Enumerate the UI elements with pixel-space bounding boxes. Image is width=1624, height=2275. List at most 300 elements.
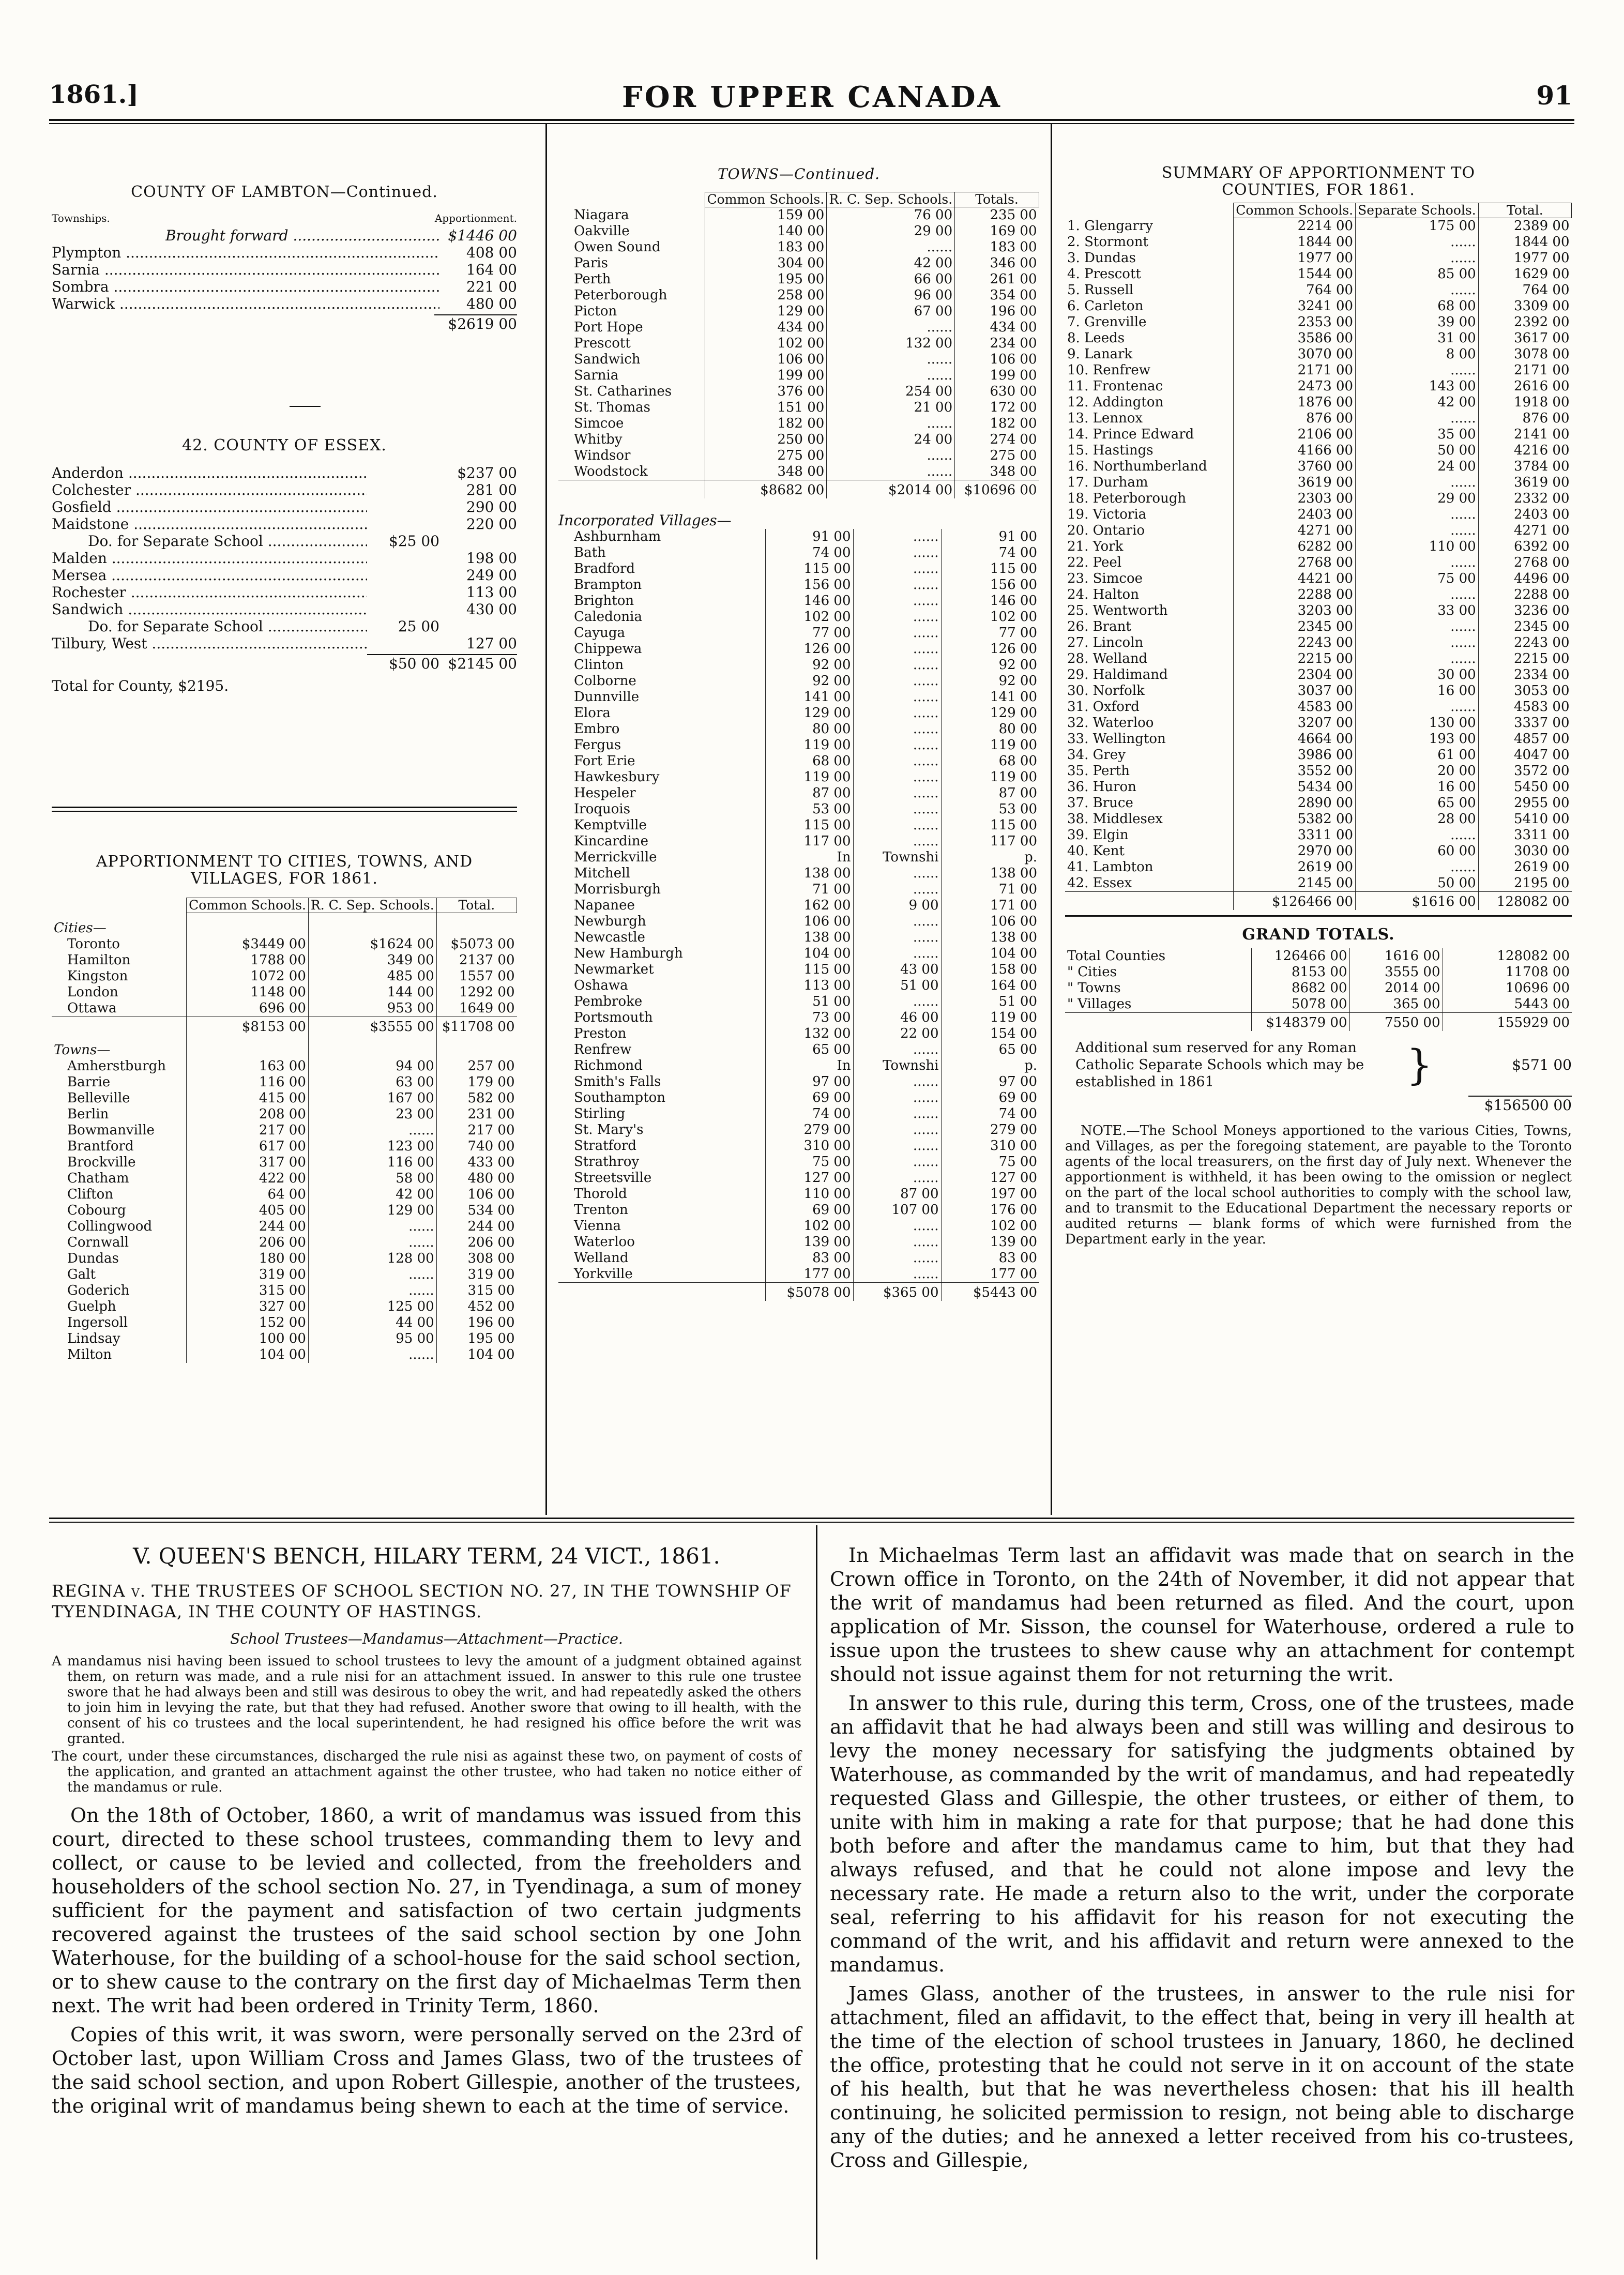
table-row: [1065, 667, 1572, 683]
row-label: Waterloo: [574, 1234, 635, 1250]
row-value: ......: [827, 352, 955, 368]
paragraph-2: Copies of this writ, it was sworn, were personally served on the 23rd of October last, upon William Cross and James Glass, two of the trustees of the said school section, and upon Robert Gillespie, another of the trustees, the original writ of mandamus being shewn to each at the time of service.: [52, 2023, 801, 2117]
table-row: [558, 609, 1039, 625]
row-value: 764 00: [1478, 282, 1571, 298]
case-topic: School Trustees—Mandamus—Attachment—Practice.: [230, 1630, 623, 1647]
row-value: 2768 00: [1478, 555, 1571, 571]
col-total: Total.: [1478, 203, 1571, 218]
row-label: Streetsville: [574, 1170, 652, 1186]
row-value: 2345 00: [1234, 619, 1356, 635]
total-value: 128082 00: [1478, 892, 1571, 911]
list-item: [52, 635, 517, 652]
row-value: ......: [853, 1154, 941, 1170]
row-value: 83 00: [765, 1250, 853, 1266]
lambton-col-apportionment: Apportionment.: [434, 212, 517, 224]
table-row: [558, 1058, 1039, 1074]
list-item: [52, 261, 517, 278]
row-label: " Towns: [1067, 980, 1121, 996]
row-label: Southampton: [574, 1090, 666, 1105]
row-label: 33. Wellington: [1067, 731, 1166, 747]
row-value: 3986 00: [1234, 747, 1356, 763]
row-label: Dundas: [67, 1250, 119, 1266]
row-value: ......: [1356, 635, 1479, 651]
col-total: Total.: [436, 898, 517, 913]
row-label: Pembroke: [574, 994, 643, 1009]
row-value: ......: [1356, 411, 1479, 427]
group-label: Cities—: [54, 920, 107, 936]
towns-continued-table: [558, 192, 1039, 498]
table-row: [52, 1219, 517, 1235]
total-value: $148379 00: [1251, 1013, 1349, 1032]
row-label: 37. Bruce: [1067, 795, 1133, 811]
row-label: 30. Norfolk: [1067, 683, 1145, 699]
row-value: 126 00: [765, 641, 853, 657]
table-row: [558, 866, 1039, 882]
row-value: 179 00: [436, 1074, 517, 1090]
row-value: 1292 00: [436, 984, 517, 1000]
row-value: 152 00: [187, 1315, 309, 1331]
item-separate-value: [367, 515, 439, 533]
row-value: 217 00: [187, 1123, 309, 1139]
article-rule: [49, 1518, 1574, 1519]
row-label: Guelph: [67, 1298, 116, 1314]
row-value: 51 00: [941, 994, 1039, 1010]
row-value: 1844 00: [1234, 234, 1356, 250]
row-value: 74 00: [765, 1106, 853, 1122]
row-value: 58 00: [308, 1171, 436, 1187]
total-label: [1065, 1013, 1251, 1032]
row-value: ......: [308, 1235, 436, 1251]
row-value: 130 00: [1356, 715, 1479, 731]
row-value: 217 00: [436, 1123, 517, 1139]
row-value: 20 00: [1356, 763, 1479, 779]
row-value: 29 00: [827, 223, 955, 239]
table-row: [558, 1042, 1039, 1058]
table-row: [1065, 234, 1572, 250]
row-label: Ottawa: [67, 1000, 117, 1016]
row-value: ......: [853, 1138, 941, 1154]
item-separate-value: [367, 464, 439, 481]
row-value: ......: [853, 914, 941, 930]
essex-title: 42. COUNTY OF ESSEX.: [182, 436, 387, 454]
item-value: 164 00: [466, 261, 517, 278]
table-row: [1065, 539, 1572, 555]
row-value: 2215 00: [1478, 651, 1571, 667]
row-value: 117 00: [765, 833, 853, 850]
row-value: ......: [1356, 507, 1479, 523]
row-value: 140 00: [705, 223, 827, 239]
table-row: [1065, 298, 1572, 314]
row-value: 308 00: [436, 1251, 517, 1267]
table-row: [1065, 395, 1572, 411]
row-value: 5382 00: [1234, 811, 1356, 827]
table-row: [558, 833, 1039, 850]
row-label: 35. Perth: [1067, 763, 1130, 779]
row-label: 29. Haldimand: [1067, 667, 1168, 682]
table-row: [52, 1267, 517, 1283]
row-label: Richmond: [574, 1058, 643, 1073]
total-value: $5078 00: [765, 1283, 853, 1301]
table-row: [558, 320, 1039, 336]
row-value: ......: [853, 1074, 941, 1090]
total-row: [558, 480, 1039, 499]
villages-table: [558, 529, 1039, 1301]
col-rc-sep-schools: R. C. Sep. Schools.: [827, 192, 955, 207]
item-value: 480 00: [466, 295, 517, 312]
total-row: [1065, 1013, 1572, 1032]
group-label: Towns—: [54, 1042, 111, 1058]
row-value: 177 00: [765, 1266, 853, 1283]
row-value: 3552 00: [1234, 763, 1356, 779]
row-label: Bowmanville: [67, 1122, 155, 1138]
row-value: 110 00: [1356, 539, 1479, 555]
row-label: 14. Prince Edward: [1067, 427, 1194, 442]
table-row: [558, 239, 1039, 255]
row-value: 195 00: [705, 271, 827, 287]
row-value: 4166 00: [1234, 443, 1356, 459]
lambton-total: $2619 00: [448, 315, 517, 332]
row-label: " Cities: [1067, 964, 1117, 980]
row-value: ......: [308, 1123, 436, 1139]
row-label: Caledonia: [574, 609, 642, 625]
row-label: 7. Grenville: [1067, 314, 1147, 330]
summary-title-1: SUMMARY OF APPORTIONMENT TO: [1161, 164, 1476, 182]
row-label: " Villages: [1067, 996, 1132, 1012]
item-value: 113 00: [466, 584, 517, 601]
row-value: 3236 00: [1478, 603, 1571, 619]
row-value: 154 00: [941, 1026, 1039, 1042]
row-value: 68 00: [941, 753, 1039, 769]
row-value: 128082 00: [1443, 948, 1572, 964]
row-value: 2345 00: [1478, 619, 1571, 635]
row-label: Prescott: [574, 336, 631, 351]
row-value: 234 00: [955, 336, 1039, 352]
row-value: 2137 00: [436, 952, 517, 968]
row-value: 3070 00: [1234, 346, 1356, 362]
row-label: Galt: [67, 1266, 96, 1282]
list-item: [52, 498, 517, 515]
row-value: 63 00: [308, 1074, 436, 1090]
row-value: 87 00: [941, 785, 1039, 801]
row-value: Townshi: [853, 850, 941, 866]
row-value: 4583 00: [1234, 699, 1356, 715]
table-row: [1065, 859, 1572, 875]
total-value: $8153 00: [187, 1017, 309, 1035]
row-label: St. Mary's: [574, 1122, 644, 1138]
row-value: 4664 00: [1234, 731, 1356, 747]
table-row: [52, 968, 517, 984]
table-row: [558, 1202, 1039, 1218]
section-rule-thin: [52, 811, 517, 812]
total-label: [558, 1283, 765, 1301]
row-value: 1072 00: [187, 968, 309, 984]
row-value: 16 00: [1356, 779, 1479, 795]
table-row: [558, 416, 1039, 432]
row-value: 1557 00: [436, 968, 517, 984]
row-value: 144 00: [308, 984, 436, 1000]
row-value: 67 00: [827, 304, 955, 320]
row-value: 452 00: [436, 1299, 517, 1315]
row-label: Ingersoll: [67, 1314, 128, 1330]
note-paragraph: NOTE.—The School Moneys apportioned to the various Cities, Towns, and Villages, as per the foregoing statement, are payable to the Toronto agents of the local treasurers, on the first day of July next. Whenever the apportionment is withheld, it has been owing to the omission or neglect on the part of the local school authorities to comply with the school law, and to transmit to the Educational Department the necessary reports or audited returns — blank forms of which were furnished from the Department early in the year.: [1065, 1123, 1572, 1247]
table-row: [52, 1090, 517, 1106]
row-value: 275 00: [955, 448, 1039, 464]
row-label: Dunnville: [574, 689, 640, 705]
row-label: Mitchell: [574, 866, 630, 881]
article-rule-thin: [49, 1522, 1574, 1523]
row-label: Peterborough: [574, 287, 667, 303]
total-label: [52, 1017, 187, 1035]
row-label: 34. Grey: [1067, 747, 1126, 763]
table-row: [558, 1170, 1039, 1186]
row-value: 3784 00: [1478, 459, 1571, 475]
row-value: 138 00: [765, 866, 853, 882]
row-value: 85 00: [1356, 266, 1479, 282]
row-value: 2334 00: [1478, 667, 1571, 683]
item-value: 290 00: [466, 498, 517, 515]
item-name: Sandwich .....: [52, 601, 367, 618]
item-value: 198 00: [466, 550, 517, 567]
row-value: 2014 00: [1349, 980, 1443, 996]
row-value: 319 00: [187, 1267, 309, 1283]
table-row: [558, 1090, 1039, 1106]
row-value: 2619 00: [1478, 859, 1571, 875]
row-value: 3030 00: [1478, 843, 1571, 859]
row-label: Thorold: [574, 1186, 627, 1202]
row-value: 158 00: [941, 962, 1039, 978]
table-row: [1065, 282, 1572, 298]
total-value: $5443 00: [941, 1283, 1039, 1301]
row-value: 51 00: [853, 978, 941, 994]
final-total: $156500 00: [1484, 1097, 1572, 1114]
total-value: $1616 00: [1356, 892, 1479, 911]
row-value: 231 00: [436, 1106, 517, 1123]
row-label: 24. Halton: [1067, 587, 1139, 602]
table-row: [1065, 507, 1572, 523]
row-label: 23. Simcoe: [1067, 571, 1143, 586]
row-value: ......: [853, 801, 941, 817]
item-separate-value: [367, 601, 439, 618]
table-row: [558, 801, 1039, 817]
row-value: In: [765, 1058, 853, 1074]
row-value: 1844 00: [1478, 234, 1571, 250]
table-row: [558, 1154, 1039, 1170]
row-value: 31 00: [1356, 330, 1479, 346]
row-value: ......: [853, 641, 941, 657]
row-value: 75 00: [941, 1154, 1039, 1170]
row-label: Embro: [574, 721, 620, 737]
row-label: Berlin: [67, 1106, 109, 1122]
row-value: 485 00: [308, 968, 436, 984]
row-value: 95 00: [308, 1331, 436, 1347]
towns-continued-title: TOWNS—Continued.: [717, 165, 881, 183]
row-value: 4271 00: [1478, 523, 1571, 539]
villages-label: Incorporated Villages—: [558, 512, 732, 529]
row-value: 4857 00: [1478, 731, 1571, 747]
row-value: ......: [1356, 827, 1479, 843]
row-value: 2403 00: [1478, 507, 1571, 523]
row-value: ......: [853, 625, 941, 641]
table-row: [558, 1250, 1039, 1266]
row-value: 3619 00: [1478, 475, 1571, 491]
row-value: 3037 00: [1234, 683, 1356, 699]
article-left-column: [52, 1543, 801, 2118]
row-value: 2141 00: [1478, 427, 1571, 443]
row-label: Ashburnham: [574, 529, 661, 544]
row-value: 4583 00: [1478, 699, 1571, 715]
row-value: 2392 00: [1478, 314, 1571, 330]
row-label: Kincardine: [574, 833, 649, 849]
group-label-row: [52, 913, 517, 936]
row-value: 617 00: [187, 1139, 309, 1155]
row-label: St. Thomas: [574, 400, 651, 415]
row-label: Hespeler: [574, 785, 636, 801]
row-value: 2303 00: [1234, 491, 1356, 507]
page-number: 91: [1536, 80, 1572, 111]
table-row: [558, 432, 1039, 448]
row-value: 2970 00: [1234, 843, 1356, 859]
row-value: 258 00: [705, 287, 827, 304]
item-value: 430 00: [466, 601, 517, 618]
row-value: 3311 00: [1478, 827, 1571, 843]
row-label: Strathroy: [574, 1154, 640, 1170]
row-value: 74 00: [941, 1106, 1039, 1122]
row-value: 91 00: [941, 529, 1039, 545]
row-value: 199 00: [705, 368, 827, 384]
row-value: 129 00: [765, 705, 853, 721]
row-value: 23 00: [308, 1106, 436, 1123]
row-value: 24 00: [827, 432, 955, 448]
table-row: [558, 1138, 1039, 1154]
row-value: 582 00: [436, 1090, 517, 1106]
total-row: [558, 1283, 1039, 1301]
table-row: [558, 271, 1039, 287]
table-row: [558, 287, 1039, 304]
list-item: [52, 295, 517, 312]
row-value: 77 00: [941, 625, 1039, 641]
table-row: [558, 1186, 1039, 1202]
row-label: 21. York: [1067, 539, 1124, 554]
row-label: Chatham: [67, 1170, 129, 1186]
col-common-schools: Common Schools.: [1234, 203, 1356, 218]
table-row: [1065, 747, 1572, 763]
row-value: 2473 00: [1234, 378, 1356, 395]
total-value: $11708 00: [436, 1017, 517, 1035]
row-value: 4496 00: [1478, 571, 1571, 587]
list-item: [52, 550, 517, 567]
row-value: 46 00: [853, 1010, 941, 1026]
row-label: Trenton: [574, 1202, 628, 1218]
row-value: 5450 00: [1478, 779, 1571, 795]
essex-sep-total: $50 00: [389, 655, 439, 672]
row-label: Newmarket: [574, 962, 654, 977]
row-value: 10696 00: [1443, 980, 1572, 996]
row-value: 183 00: [955, 239, 1039, 255]
row-value: 156 00: [765, 577, 853, 593]
row-value: 30 00: [1356, 667, 1479, 683]
table-row: [52, 1123, 517, 1139]
row-value: 315 00: [187, 1283, 309, 1299]
row-value: 4421 00: [1234, 571, 1356, 587]
row-label: 31. Oxford: [1067, 699, 1140, 715]
table-row: [558, 785, 1039, 801]
row-value: ......: [853, 577, 941, 593]
lambton-col-townships: Townships.: [52, 212, 110, 224]
paragraph-1: On the 18th of October, 1860, a writ of mandamus was issued from this court, directed to these school trustees, commanding them to levy and collect, or cause to be levied and collected, from the freeholders and householders of the school section No. 27, in Tyendinaga, a sum of money sufficient for the payment and satisfaction of two certain judgments recovered against the trustees of the said school section by one John Waterhouse, for the building of a school-house for the said school section, or to shew cause to the contrary on the first day of Michaelmas Term then next. The writ had been ordered in Trinity Term, 1860.: [52, 1804, 801, 2017]
table-row: [1065, 346, 1572, 362]
row-label: 25. Wentworth: [1067, 603, 1168, 618]
table-row: [558, 304, 1039, 320]
table-row: [558, 994, 1039, 1010]
item-name: Do. for Separate School .....: [88, 533, 367, 550]
table-row: [1065, 459, 1572, 475]
row-label: 2. Stormont: [1067, 234, 1148, 250]
item-name: Sarnia .....: [52, 261, 439, 278]
table-row: [558, 1234, 1039, 1250]
row-value: 61 00: [1356, 747, 1479, 763]
row-value: 327 00: [187, 1299, 309, 1315]
table-row: [558, 207, 1039, 224]
row-value: 5410 00: [1478, 811, 1571, 827]
empty-cell: [308, 1035, 436, 1058]
row-value: 3203 00: [1234, 603, 1356, 619]
item-value: 221 00: [466, 278, 517, 295]
row-value: 2171 00: [1478, 362, 1571, 378]
table-row: [558, 1026, 1039, 1042]
row-label: 42. Essex: [1067, 875, 1132, 891]
lambton-brought-value: $1446 00: [448, 227, 517, 244]
row-value: 115 00: [765, 817, 853, 833]
row-value: 275 00: [705, 448, 827, 464]
row-label: 1. Glengarry: [1067, 218, 1153, 234]
row-value: ......: [853, 866, 941, 882]
row-value: 119 00: [941, 737, 1039, 753]
essex-total: $2145 00: [448, 655, 517, 672]
row-value: ......: [1356, 523, 1479, 539]
row-label: Simcoe: [574, 416, 624, 431]
row-label: Vienna: [574, 1218, 621, 1234]
row-value: 199 00: [955, 368, 1039, 384]
table-row: [1065, 964, 1572, 980]
item-separate-value: 25 00: [398, 618, 439, 635]
table-row: [558, 448, 1039, 464]
row-value: 102 00: [765, 1218, 853, 1234]
row-label: Goderich: [67, 1282, 130, 1298]
total-value: $365 00: [853, 1283, 941, 1301]
group-label-row: [52, 1035, 517, 1058]
row-value: ......: [1356, 234, 1479, 250]
row-label: 12. Addington: [1067, 395, 1164, 410]
item-value: 281 00: [466, 481, 517, 498]
row-value: 69 00: [941, 1090, 1039, 1106]
row-value: 115 00: [941, 817, 1039, 833]
row-value: 257 00: [436, 1058, 517, 1074]
row-value: 405 00: [187, 1203, 309, 1219]
row-label: Fort Erie: [574, 753, 635, 769]
table-row: [558, 561, 1039, 577]
item-name: Anderdon .....: [52, 464, 367, 481]
row-value: 315 00: [436, 1283, 517, 1299]
table-row: [1065, 218, 1572, 235]
row-value: 3760 00: [1234, 459, 1356, 475]
lambton-title: COUNTY OF LAMBTON—Continued.: [131, 183, 438, 201]
list-item: [52, 618, 517, 635]
row-value: 349 00: [308, 952, 436, 968]
table-row: [1065, 715, 1572, 731]
row-value: ......: [827, 239, 955, 255]
row-value: 11708 00: [1443, 964, 1572, 980]
row-label: Portsmouth: [574, 1010, 653, 1025]
